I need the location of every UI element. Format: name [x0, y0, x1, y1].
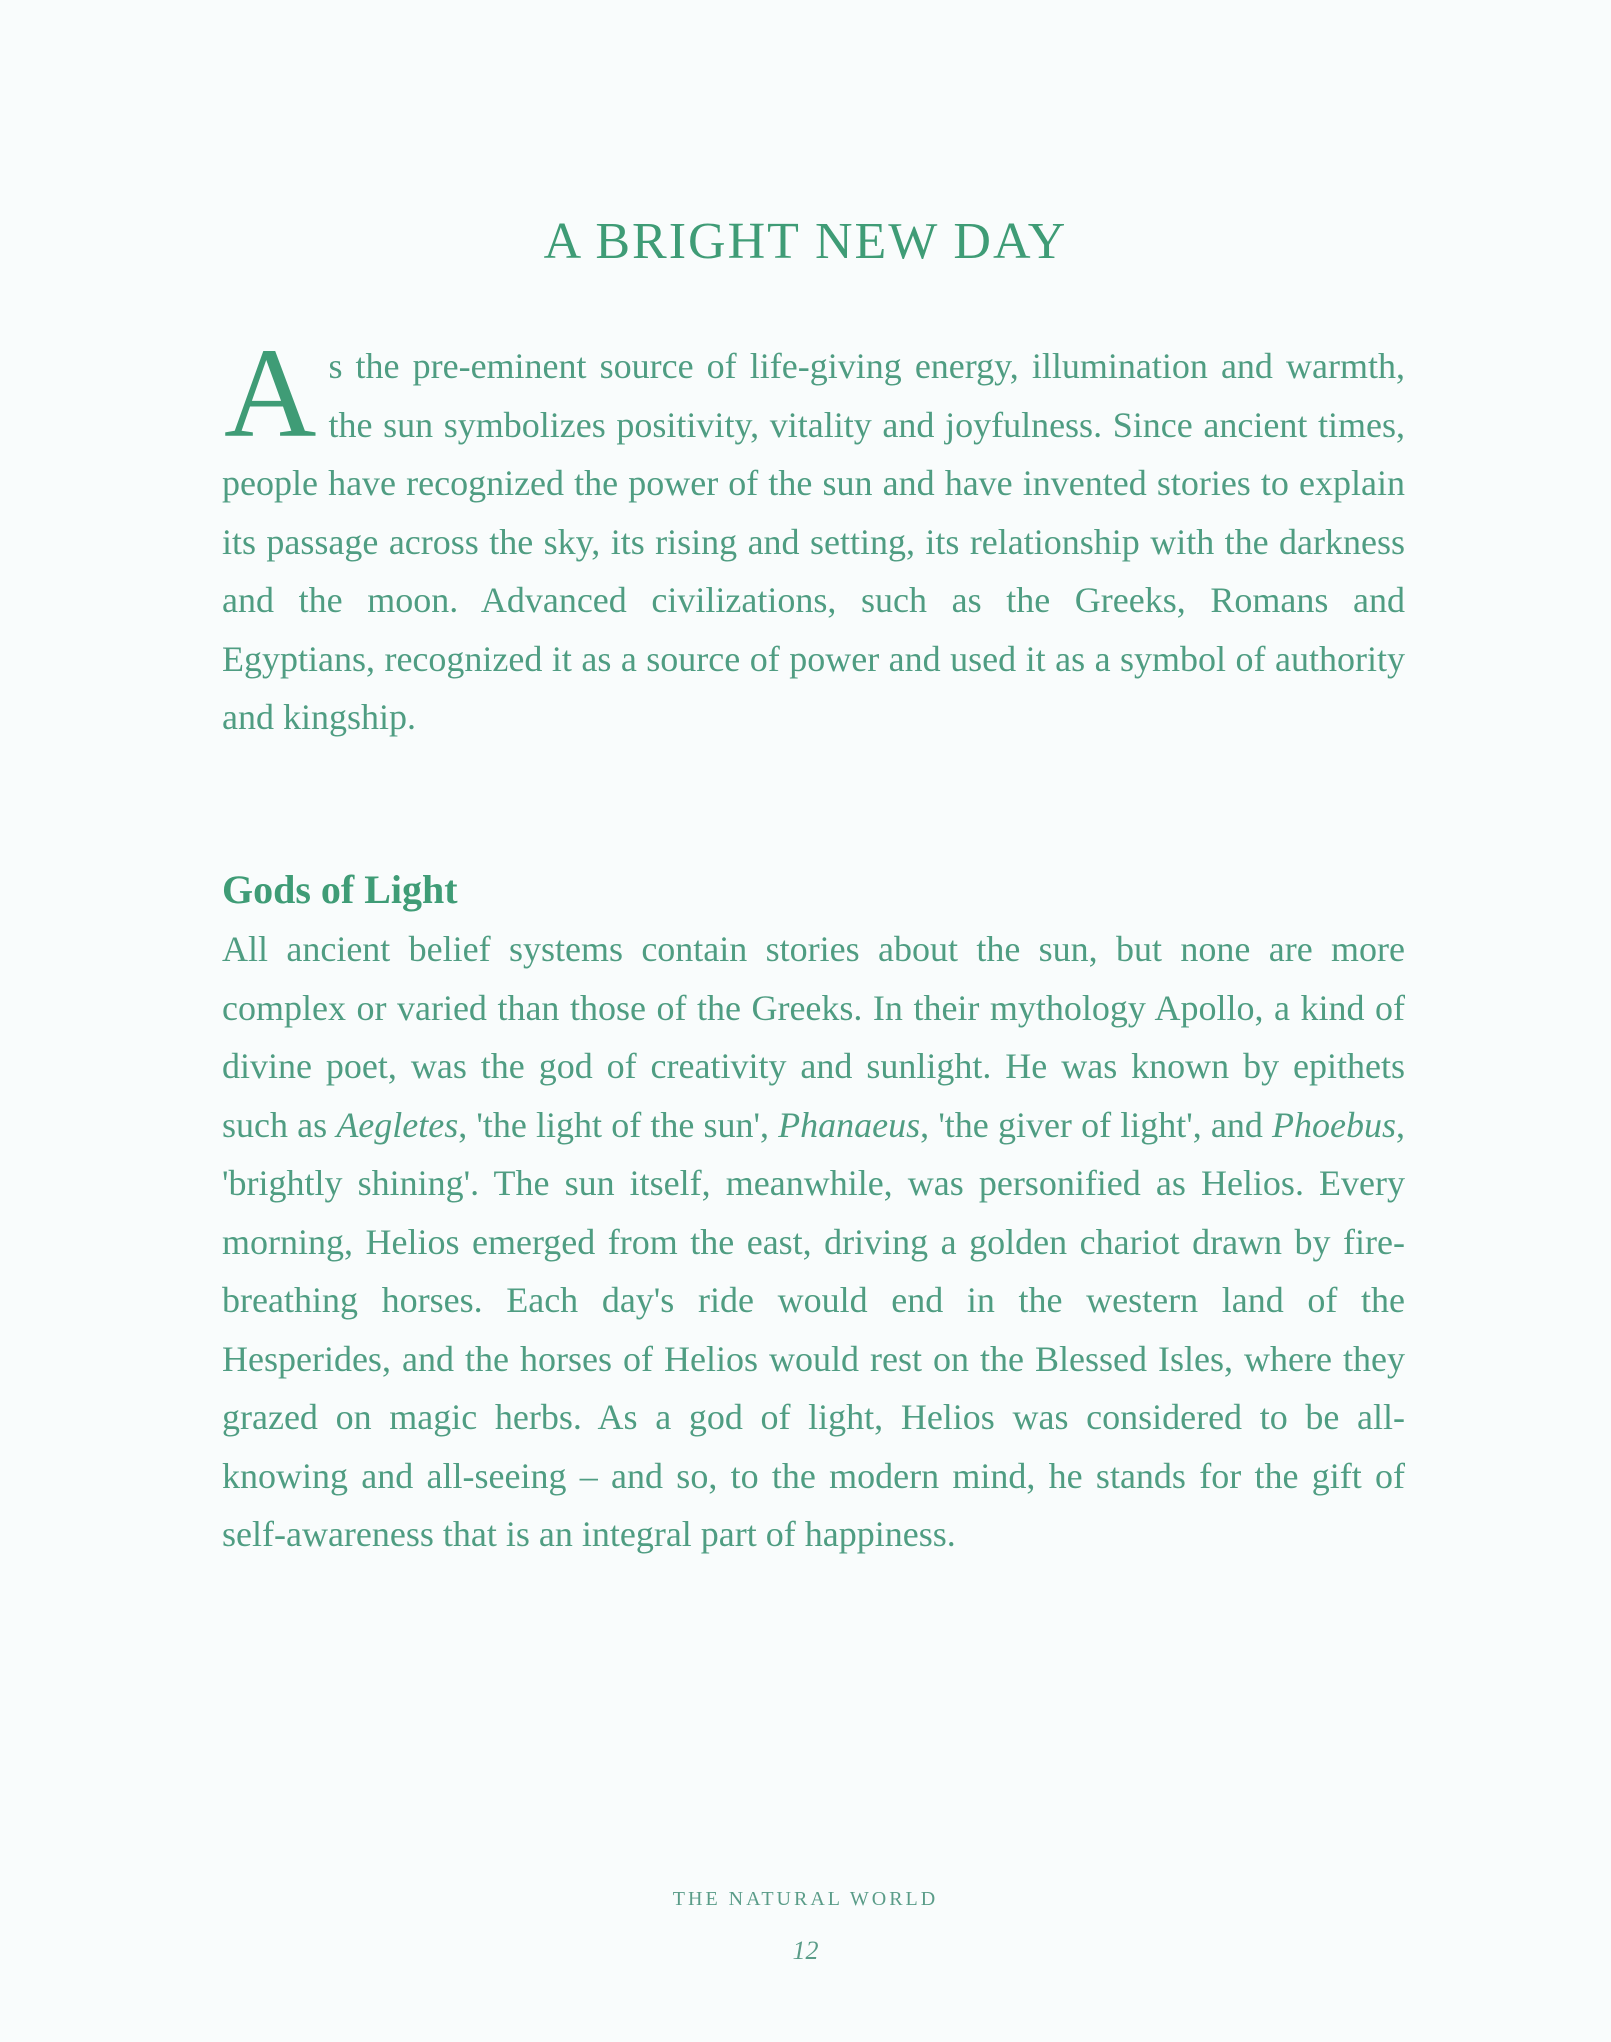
intro-paragraph — [222, 322, 1405, 747]
gods-of-light-section — [222, 862, 1405, 1564]
section-text-part-1: All ancient belief systems contain stories about the sun, but none are more complex or varied than those of the Greeks. In their mythology Apollo, a kind of divine poet, was the god of creativity and sunlight. He was known by epithets such as — [222, 929, 1405, 1145]
section-body — [222, 920, 1405, 1564]
epithet-phoebus: Phoebus — [1272, 1104, 1396, 1145]
page-number: 12 — [792, 1936, 819, 1965]
epithet-phanaeus: Phanaeus — [778, 1104, 921, 1145]
section-text-part-3: , 'the giver of light', and — [920, 1104, 1273, 1145]
running-footer: THE NATURAL WORLD — [672, 1888, 939, 1910]
drop-cap: A — [224, 322, 317, 464]
epithet-aegletes: Aegletes — [336, 1104, 459, 1145]
section-heading: Gods of Light — [222, 867, 458, 912]
intro-text: s the pre-eminent source of life-giving energy, illumination and warmth, the sun symbolizes positivity, vitality and joyfulness. Since ancient times, people have recognized the power of the sun and have invented stories to explain its passage across the sky, its rising and setting, its relationship with the darkness and the moon. Advanced civilizations, such as the Greeks, Romans and Egyptians, recognized it as a source of power and used it as a symbol of authority and kingship. — [222, 346, 1405, 737]
section-text-part-4: , 'brightly shining'. The sun itself, meanwhile, was personified as Helios. Every morning, Helios emerged from the east, driving a golden chariot drawn by fire-breathing horses. Each day's ride would end in the western land of the Hesperides, and the horses of Helios would rest on the Blessed Isles, where they grazed on magic herbs. As a god of light, Helios was considered to be all-knowing and all-seeing – and so, to the modern mind, he stands for the gift of self-awareness that is an integral part of happiness. — [222, 1104, 1405, 1554]
page-title: A BRIGHT NEW DAY — [543, 213, 1068, 270]
section-text-part-2: , 'the light of the sun', — [458, 1104, 779, 1145]
